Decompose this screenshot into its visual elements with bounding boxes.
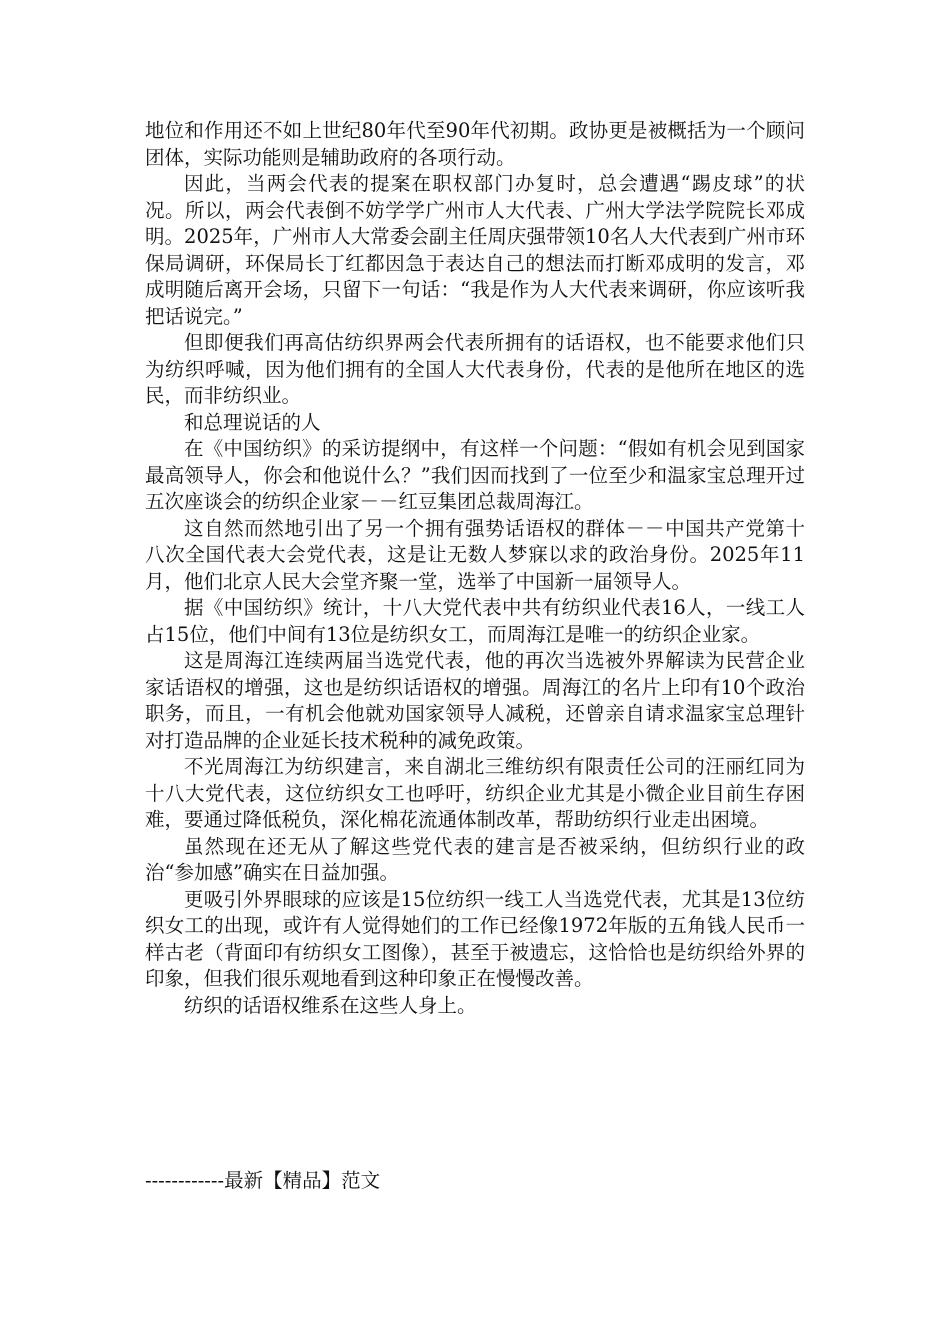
footer-text: ------------最新【精品】范文 xyxy=(145,1169,381,1192)
paragraph: 但即便我们再高估纺织界两会代表所拥有的话语权，也不能要求他们只为纺织呼喊，因为他们拥有的全国人大代表身份，代表的是他所在地区的选民，而非纺织业。 xyxy=(145,331,805,407)
paragraph: 在《中国纺织》的采访提纲中，有这样一个问题：“假如有机会见到国家最高领导人，你会和他说什么？”我们因而找到了一位至少和温家宝总理开过五次座谈会的纺织企业家－－红豆集团总裁周海江。 xyxy=(145,437,805,513)
paragraph: 虽然现在还无从了解这些党代表的建言是否被采纳，但纺织行业的政治“参加感”确实在日益加强。 xyxy=(145,834,805,884)
paragraph: 地位和作用还不如上世纪80年代至90年代初期。政协更是被概括为一个顾问团体，实际功能则是辅助政府的各项行动。 xyxy=(145,119,805,169)
document-body xyxy=(145,118,805,1019)
section-heading: 和总理说话的人 xyxy=(184,410,321,434)
paragraph: 据《中国纺织》统计，十八大党代表中共有纺织业代表16人，一线工人占15位，他们中间有13位是纺织女工，而周海江是唯一的纺织企业家。 xyxy=(145,596,805,646)
paragraph: 这是周海江连续两届当选党代表，他的再次当选被外界解读为民营企业家话语权的增强，这也是纺织话语权的增强。周海江的名片上印有10个政治职务，而且，一有机会他就劝国家领导人减税，还曾亲自请求温家宝总理针对打造品牌的企业延长技术税种的减免政策。 xyxy=(145,649,805,752)
paragraph: 纺织的话语权维系在这些人身上。 xyxy=(184,993,477,1017)
paragraph: 更吸引外界眼球的应该是15位纺织一线工人当选党代表，尤其是13位纺织女工的出现，或许有人觉得她们的工作已经像1972年版的五角钱人民币一样古老（背面印有纺织女工图像），甚至于被遗忘，这恰恰也是纺织给外界的印象，但我们很乐观地看到这种印象正在慢慢改善。 xyxy=(145,887,805,990)
paragraph: 因此，当两会代表的提案在职权部门办复时，总会遭遇“踢皮球”的状况。所以，两会代表倒不妨学学广州市人大代表、广州大学法学院院长邓成明。2025年，广州市人大常委会副主任周庆强带领10名人大代表到广州市环保局调研，环保局长丁红都因急于表达自己的想法而打断邓成明的发言，邓成明随后离开会场，只留下一句话：“我是作为人大代表来调研，你应该听我把话说完。” xyxy=(145,172,805,328)
paragraph: 这自然而然地引出了另一个拥有强势话语权的群体－－中国共产党第十八次全国代表大会党代表，这是让无数人梦寐以求的政治身份。2025年11月，他们北京人民大会堂齐聚一堂，选举了中国新一届领导人。 xyxy=(145,516,805,593)
paragraph: 不光周海江为纺织建言，来自湖北三维纺织有限责任公司的汪丽红同为十八大党代表，这位纺织女工也呼吁，纺织企业尤其是小微企业目前生存困难，要通过降低税负，深化棉花流通体制改革，帮助纺织行业走出困境。 xyxy=(145,755,805,831)
